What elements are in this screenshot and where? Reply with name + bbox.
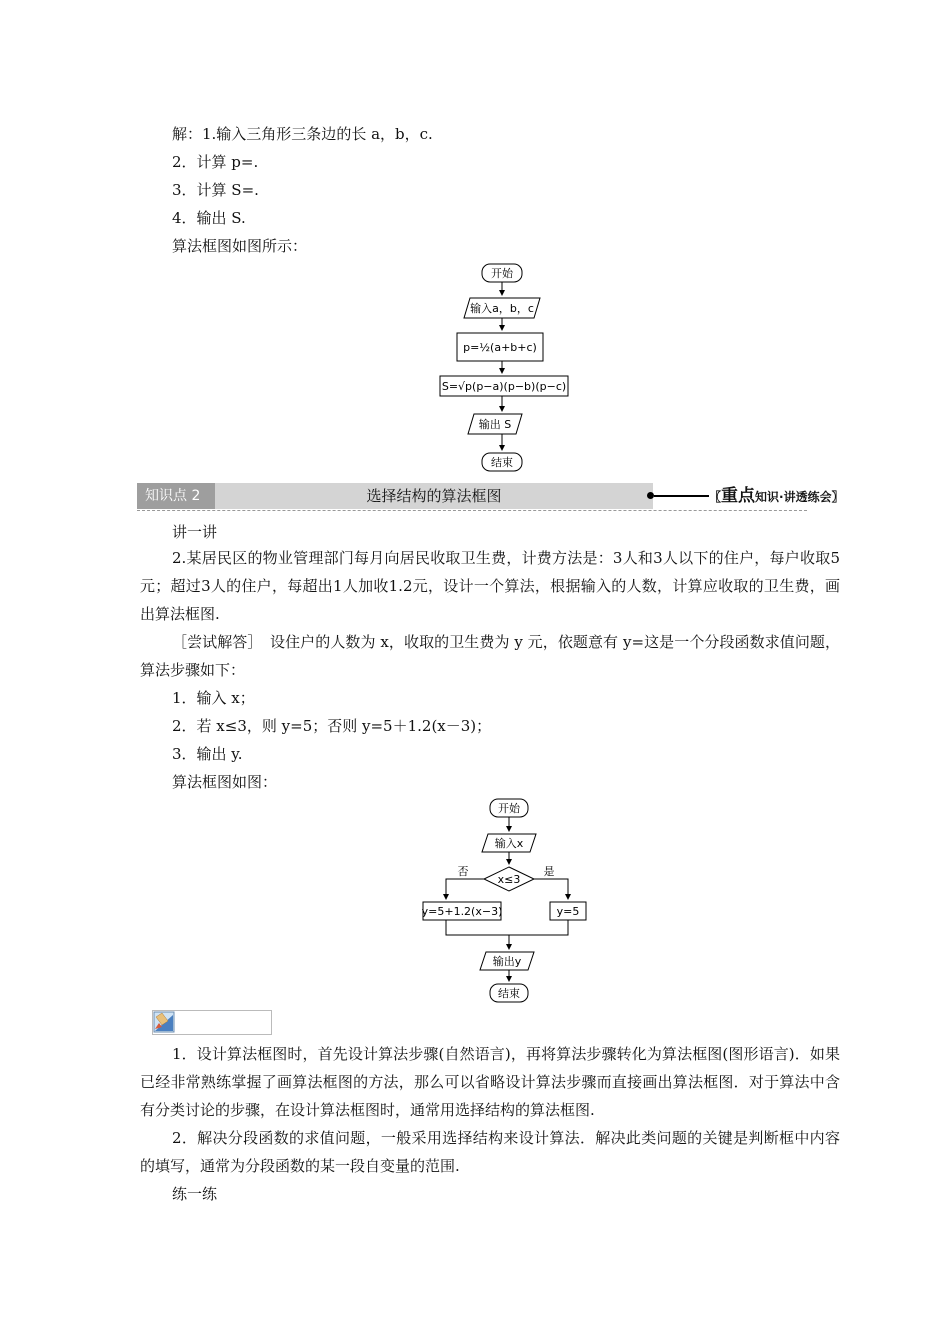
- flowchart-caption-1: 算法框图如图所示：: [172, 237, 308, 255]
- algorithm-step-2: 2．若 x≤3，则 y=5；否则 y=5＋1.2(x－3)；: [172, 717, 492, 735]
- solution-step-4: 4．输出 S.: [172, 209, 246, 227]
- p-formula: p=½(a+b+c): [463, 341, 537, 354]
- problem-text: 2.某居民区的物业管理部门每月向居民收取卫生费，计费方法是：3人和3人以下的住户，每户收取5元；超过3人的住户，每超出1人加收1.2元，设计一个算法，根据输入的人数，计算应收取的卫生费，画出算法框图.: [140, 549, 840, 623]
- section-tag: 知识点 2: [137, 483, 215, 509]
- end-label: 结束: [498, 987, 520, 1000]
- algorithm-step-3: 3．输出 y.: [172, 745, 243, 763]
- section-banner: [137, 483, 844, 509]
- algorithm-step-1: 1．输入 x；: [172, 689, 255, 707]
- flowchart-1: [430, 258, 580, 476]
- tip-paragraph-2: 2．解决分段函数的求值问题，一般采用选择结构来设计算法．解决此类问题的关键是判断框中内容的填写，通常为分段函数的某一段自变量的范围.: [140, 1129, 840, 1175]
- solution-step-3: 3．计算 S=.: [172, 181, 259, 199]
- section-title: 选择结构的算法框图: [215, 483, 653, 509]
- flowchart-2: [418, 795, 588, 1005]
- banner-rule: [654, 495, 709, 497]
- banner-divider: [137, 510, 807, 511]
- pencil-ruler-icon: [153, 1011, 175, 1033]
- start-label: 开始: [498, 802, 520, 815]
- end-label: 结束: [491, 456, 513, 469]
- condition-label: x≤3: [497, 873, 521, 886]
- tip-paragraph-1: 1．设计算法框图时，首先设计算法步骤(自然语言)，再将算法步骤转化为算法框图(图形语言)．如果已经非常熟练掌握了画算法框图的方法，那么可以省略设计算法步骤而直接画出算法框图．对于算法中含有分类讨论的步骤，在设计算法框图时，通常用选择结构的算法框图.: [140, 1045, 840, 1119]
- flowchart-caption-2: 算法框图如图：: [172, 773, 278, 791]
- solution-step-2: 2．计算 p=.: [172, 153, 259, 171]
- section-subtitle: 〖重点知识·讲透练会〗: [709, 486, 844, 506]
- solution-step-1: 解：1.输入三角形三条边的长 a，b，c.: [172, 125, 433, 143]
- practice-heading: 练一练: [172, 1185, 218, 1203]
- tip-header-box: [152, 1010, 272, 1035]
- start-label: 开始: [491, 267, 513, 280]
- yes-label: 是: [543, 865, 555, 878]
- yes-branch-label: y=5: [556, 905, 580, 918]
- s-formula: S=√p(p−a)(p−b)(p−c): [441, 380, 567, 393]
- input-label: 输入a，b，c: [470, 302, 534, 315]
- output-label: 输出y: [492, 955, 522, 968]
- no-branch-label: y=5+1.2(x−3): [421, 905, 503, 918]
- input-label: 输入x: [494, 837, 524, 850]
- lecture-heading: 讲一讲: [172, 523, 218, 541]
- answer-text: ［尝试解答］ 设住户的人数为 x，收取的卫生费为 y 元，依题意有 y=这是一个分段函数求值问题，算法步骤如下：: [140, 633, 840, 679]
- banner-dot: [647, 492, 654, 499]
- no-label: 否: [457, 865, 469, 878]
- output-label: 输出 S: [478, 418, 512, 431]
